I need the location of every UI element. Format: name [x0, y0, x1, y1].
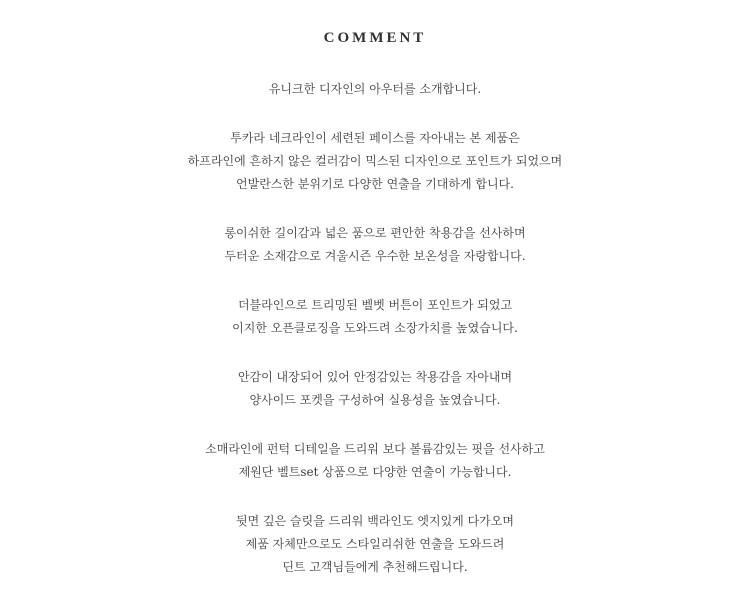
- comment-paragraph-2: [0, 127, 750, 196]
- comment-paragraph-7: [0, 510, 750, 579]
- comment-paragraph-3: [0, 222, 750, 268]
- comment-line: 하프라인에 흔하지 않은 컬러감이 믹스된 디자인으로 포인트가 되었으며: [187, 154, 563, 168]
- comment-line: 안감이 내장되어 있어 안정감있는 착용감을 자아내며: [237, 370, 513, 384]
- comment-line: 제원단 벨트set 상품으로 다양한 연출이 가능합니다.: [238, 465, 512, 479]
- comment-line: 딘트 고객님들에게 추천해드립니다.: [282, 560, 468, 574]
- comment-line: 더블라인으로 트리밍된 벨벳 버튼이 포인트가 되었고: [237, 298, 513, 312]
- comment-line: 언발란스한 분위기로 다양한 연출을 기대하게 합니다.: [236, 177, 514, 191]
- comment-body: [0, 78, 750, 605]
- comment-line: 유니크한 디자인의 아우터를 소개합니다.: [268, 82, 482, 96]
- comment-paragraph-1: [0, 78, 750, 101]
- comment-line: 양사이드 포켓을 구성하여 실용성을 높였습니다.: [249, 393, 501, 407]
- comment-paragraph-5: [0, 366, 750, 412]
- comment-line: 제품 자체만으로도 스타일리쉬한 연출을 도와드려: [245, 537, 505, 551]
- comment-line: 이지한 오픈클로징을 도와드려 소장가치를 높였습니다.: [232, 321, 518, 335]
- comment-paragraph-6: [0, 438, 750, 484]
- comment-line: 소매라인에 펀턱 디테일을 드리워 보다 볼륨감있는 핏을 선사하고: [205, 442, 545, 456]
- comment-line: 롱이쉬한 길이감과 넓은 품으로 편안한 착용감을 선사하며: [224, 226, 526, 240]
- comment-line: 투카라 네크라인이 세련된 페이스를 자아내는 본 제품은: [230, 131, 520, 145]
- comment-line: 뒷면 깊은 슬릿을 드리워 백라인도 엣지있게 다가오며: [236, 514, 514, 528]
- comment-paragraph-4: [0, 294, 750, 340]
- comment-line: 두터운 소재감으로 겨울시즌 우수한 보온성을 자랑합니다.: [224, 249, 526, 263]
- comment-heading: COMMENT: [323, 30, 427, 46]
